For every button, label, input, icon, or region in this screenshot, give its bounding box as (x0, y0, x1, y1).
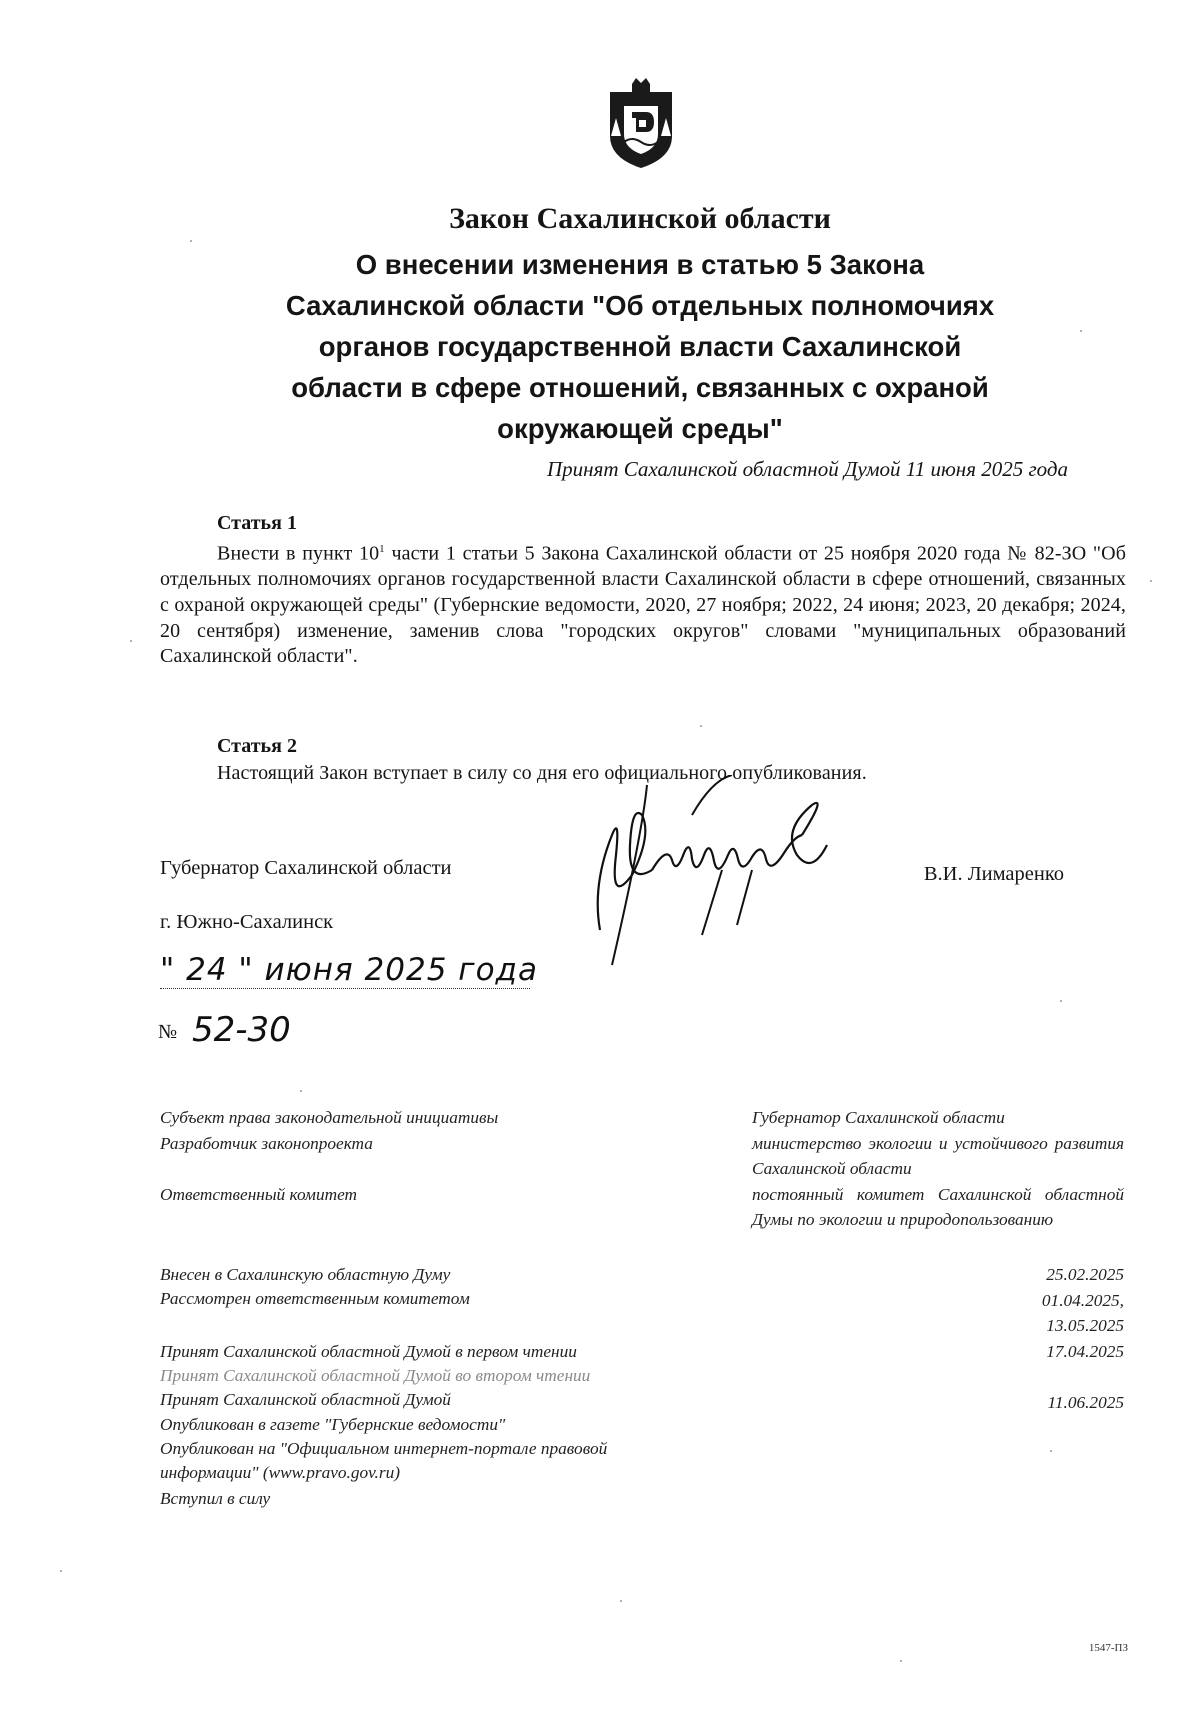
registry-submitted-label: Внесен в Сахалинскую областную Думу (160, 1265, 451, 1284)
registry-second-reading-label: Принят Сахалинской областной Думой во втором чтении (160, 1366, 591, 1385)
article-1-text-part2: части 1 статьи 5 Закона Сахалинской области от 25 ноября 2020 года № 82-ЗО "Об отдельных полномочиях органов государственной власти Сахалинской области в сфере отношений, связанных с охраной окружающей среды" (Губернские ведомости, 2020, 27 ноября; 2022, 24 июня; 2023, 20 декабря; 2024, 20 сентября) изменение, заменив слова "городских округов" словами "муниципальных образований Сахалинской области". (160, 542, 1126, 668)
scan-speck (620, 1600, 622, 1602)
article-2-text: Настоящий Закон вступает в силу со дня его официального опубликования. (217, 762, 867, 784)
law-title: Закон Сахалинской области (449, 202, 831, 235)
article-1-heading: Статья 1 (217, 512, 297, 534)
scan-speck (190, 240, 192, 242)
number-label: № (158, 1021, 178, 1043)
registry-adopted-label: Принят Сахалинской областной Думой (160, 1390, 451, 1409)
scan-speck (1060, 1000, 1062, 1002)
registry-published-portal-label-2: информации" (www.pravo.gov.ru) (160, 1463, 400, 1482)
signatory-name: В.И. Лимаренко (923, 863, 1064, 885)
signatory-role: Губернатор Сахалинской области (160, 857, 452, 879)
registry-adopted-date: 11.06.2025 (1047, 1393, 1124, 1412)
registry-developer-label: Разработчик законопроекта (160, 1134, 373, 1153)
scan-speck (300, 1090, 302, 1092)
adoption-note: Принят Сахалинской областной Думой 11 июня 2025 года (547, 457, 1068, 481)
article-2-heading: Статья 2 (217, 735, 297, 757)
law-subtitle-line: органов государственной власти Сахалинской (318, 331, 962, 362)
registry-developer-value: министерство экологии и устойчивого развития Сахалинской области (752, 1134, 1124, 1178)
handwritten-law-number: 52-30 (192, 1010, 291, 1050)
registry-in-force-label: Вступил в силу (160, 1489, 271, 1508)
scan-speck (1150, 580, 1152, 582)
registry-reviewed-label: Рассмотрен ответственным комитетом (160, 1289, 470, 1308)
law-subtitle-line: области в сфере отношений, связанных с охраной (291, 372, 989, 403)
scan-speck (130, 640, 132, 642)
signing-city: г. Южно-Сахалинск (160, 911, 334, 933)
registry-first-reading-label: Принят Сахалинской областной Думой в первом чтении (160, 1342, 577, 1361)
article-1-text (160, 537, 1126, 670)
scan-speck (60, 1570, 62, 1572)
registry-committee-value: постоянный комитет Сахалинской областной Думы по экологии и природопользованию (752, 1185, 1124, 1229)
document-code: 1547-ПЗ (1088, 1642, 1128, 1654)
registry-reviewed-date-2: 13.05.2025 (1046, 1316, 1124, 1335)
law-subtitle-line: О внесении изменения в статью 5 Закона (355, 249, 925, 280)
law-subtitle-line: окружающей среды" (497, 413, 783, 444)
governor-signature (572, 775, 902, 975)
registry-reviewed-date-1: 01.04.2025, (1041, 1291, 1124, 1310)
article-1-text-part1: Внести в пункт 10 (217, 542, 380, 565)
handwritten-date: " 24 " июня 2025 года (160, 952, 538, 988)
article-1-superscript: 1 (379, 543, 385, 555)
registry-first-reading-date: 17.04.2025 (1046, 1342, 1124, 1361)
registry-published-gazette-label: Опубликован в газете "Губернские ведомости" (160, 1415, 506, 1434)
scan-speck (1050, 1450, 1052, 1452)
registry-initiative-subject-value: Губернатор Сахалинской области (752, 1108, 1005, 1127)
registry-published-portal-label: Опубликован на "Официальном интернет-портале правовой (160, 1439, 608, 1458)
date-underline (160, 988, 530, 989)
scan-speck (900, 1660, 902, 1662)
law-subtitle-line: Сахалинской области "Об отдельных полномочиях (285, 290, 995, 321)
registry-committee-label: Ответственный комитет (160, 1185, 357, 1204)
registry-initiative-subject-label: Субъект права законодательной инициативы (160, 1108, 499, 1127)
registry-submitted-date: 25.02.2025 (1046, 1265, 1124, 1284)
sakhalin-coat-of-arms-icon (602, 78, 680, 170)
scan-speck (700, 725, 702, 727)
scan-speck (1080, 330, 1082, 332)
law-subtitle (210, 244, 1070, 449)
